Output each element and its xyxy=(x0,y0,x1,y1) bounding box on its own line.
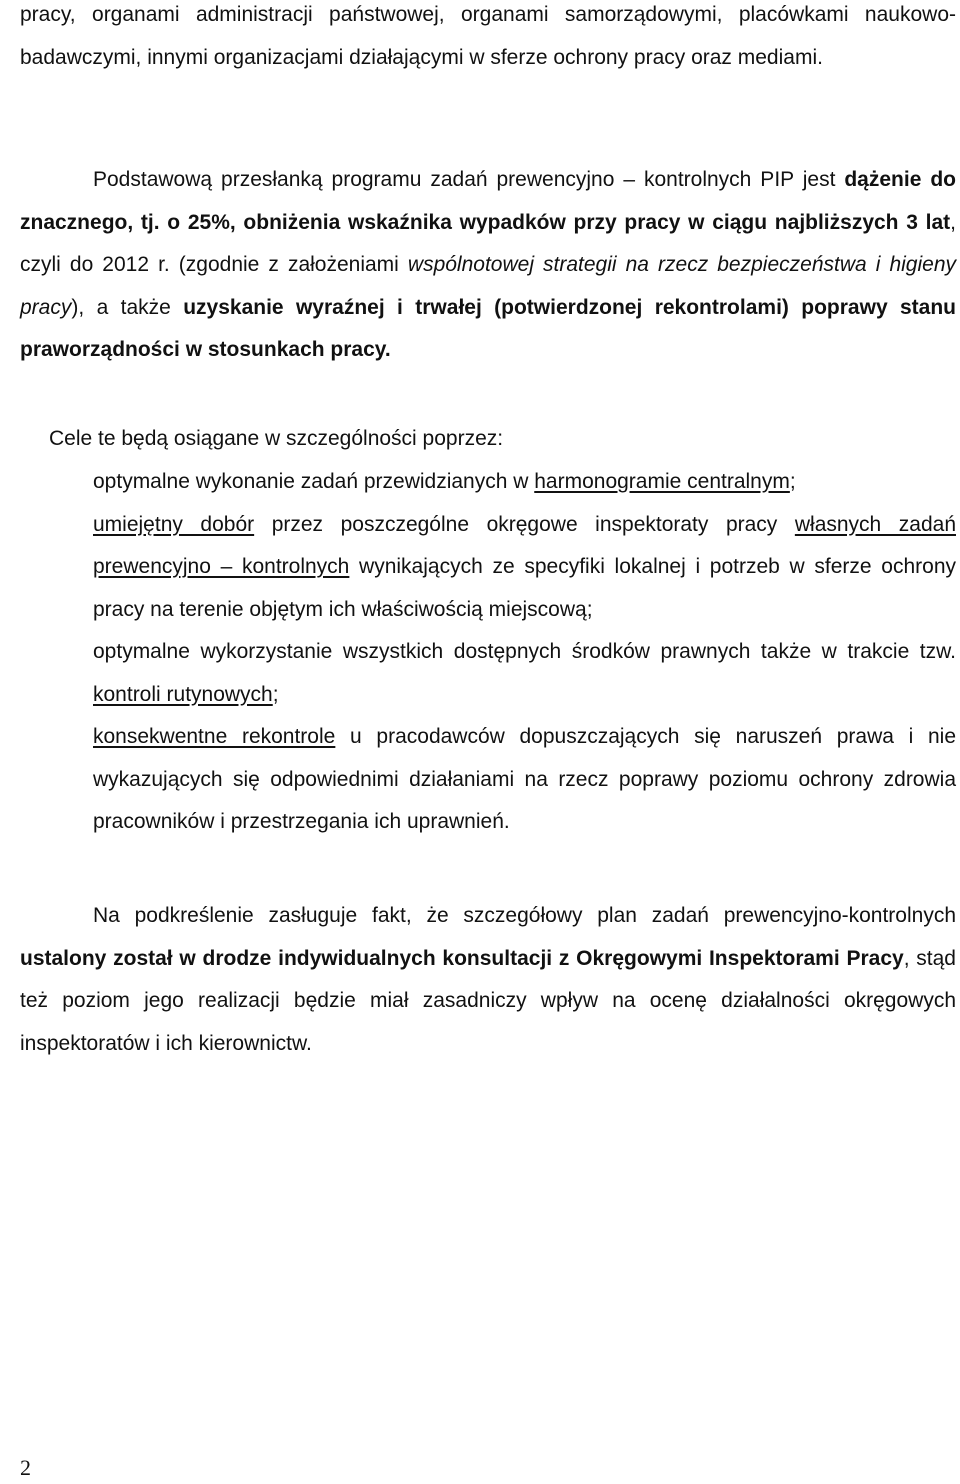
underlined-term: konsekwentne rekontrole xyxy=(93,725,336,748)
list-item xyxy=(93,716,956,844)
paragraph-text: , czyli do 2012 r. (zgodnie z założeniami xyxy=(20,210,956,276)
list-item xyxy=(93,461,956,504)
underlined-term: własnych zadań prewencyjno – kontrolnych xyxy=(93,512,956,578)
goals-list xyxy=(93,461,956,844)
list-item-text: ; xyxy=(272,682,279,706)
list-item xyxy=(93,631,956,716)
paragraph-text: Na podkreślenie zasługuje fakt, że szczegółowy plan zadań prewencyjno-kontrolnych xyxy=(93,904,956,927)
underlined-term: umiejętny dobór xyxy=(93,512,255,536)
list-item-text: ; xyxy=(789,470,796,493)
paragraph-program-premise xyxy=(20,159,956,372)
paragraph-text: , stąd też poziom jego realizacji będzie miał zasadniczy wpływ na ocenę działalności okręgowych inspektoratów i ich kierownictw. xyxy=(20,946,956,1055)
emphasis-lawfulness-improvement: uzyskanie wyraźnej i trwałej (potwierdzonej rekontrolami) poprawy stanu praworządności w stosunkach pracy. xyxy=(20,295,957,361)
paragraph-text: ), a także xyxy=(71,295,184,319)
list-item-text: optymalne wykonanie zadań przewidzianych w xyxy=(93,470,535,493)
paragraph-intro-continuation xyxy=(20,0,956,79)
list-item-text: optymalne wykorzystanie wszystkich dostępnych środków prawnych także w trakcie tzw. xyxy=(93,640,956,663)
underlined-term: kontroli rutynowych xyxy=(93,682,273,706)
emphasis-accident-reduction: dążenie do znacznego, tj. o 25%, obniżenia wskaźnika wypadków przy pracy w ciągu najbliższych 3 lat xyxy=(20,168,956,234)
list-intro: Cele te będą osiągane w szczególności poprzez: xyxy=(49,427,504,450)
paragraph-text: pracy, organami administracji państwowej, organami samorządowymi, placówkami naukowo-badawczymi, innymi organizacjami działającymi w sferze ochrony pracy oraz mediami. xyxy=(20,3,956,69)
list-item-text: wynikających ze specyfiki lokalnej i potrzeb w sferze ochrony pracy na terenie objętym ich właściwością miejscową; xyxy=(93,555,956,621)
underlined-term: harmonogramie centralnym xyxy=(534,470,790,493)
paragraph-text: Podstawową przesłanką programu zadań prewencyjno – kontrolnych PIP jest xyxy=(93,168,845,191)
paragraph-consultation-note xyxy=(20,895,956,1065)
page-number: 2 xyxy=(20,1455,31,1480)
emphasis-consultations: ustalony został w drodze indywidualnych konsultacji z Okręgowymi Inspektorami Pracy xyxy=(20,946,904,970)
list-item-text: u pracodawców dopuszczających się naruszeń prawa i nie wykazujących się odpowiednimi działaniami na rzecz poprawy poziomu ochrony zdrowia pracowników i przestrzegania ich uprawnień. xyxy=(93,725,956,833)
list-item xyxy=(93,504,956,632)
list-item-text: przez poszczególne okręgowe inspektoraty pracy xyxy=(254,512,795,536)
strategy-title: wspólnotowej strategii na rzecz bezpieczeństwa i higieny pracy xyxy=(20,253,956,319)
